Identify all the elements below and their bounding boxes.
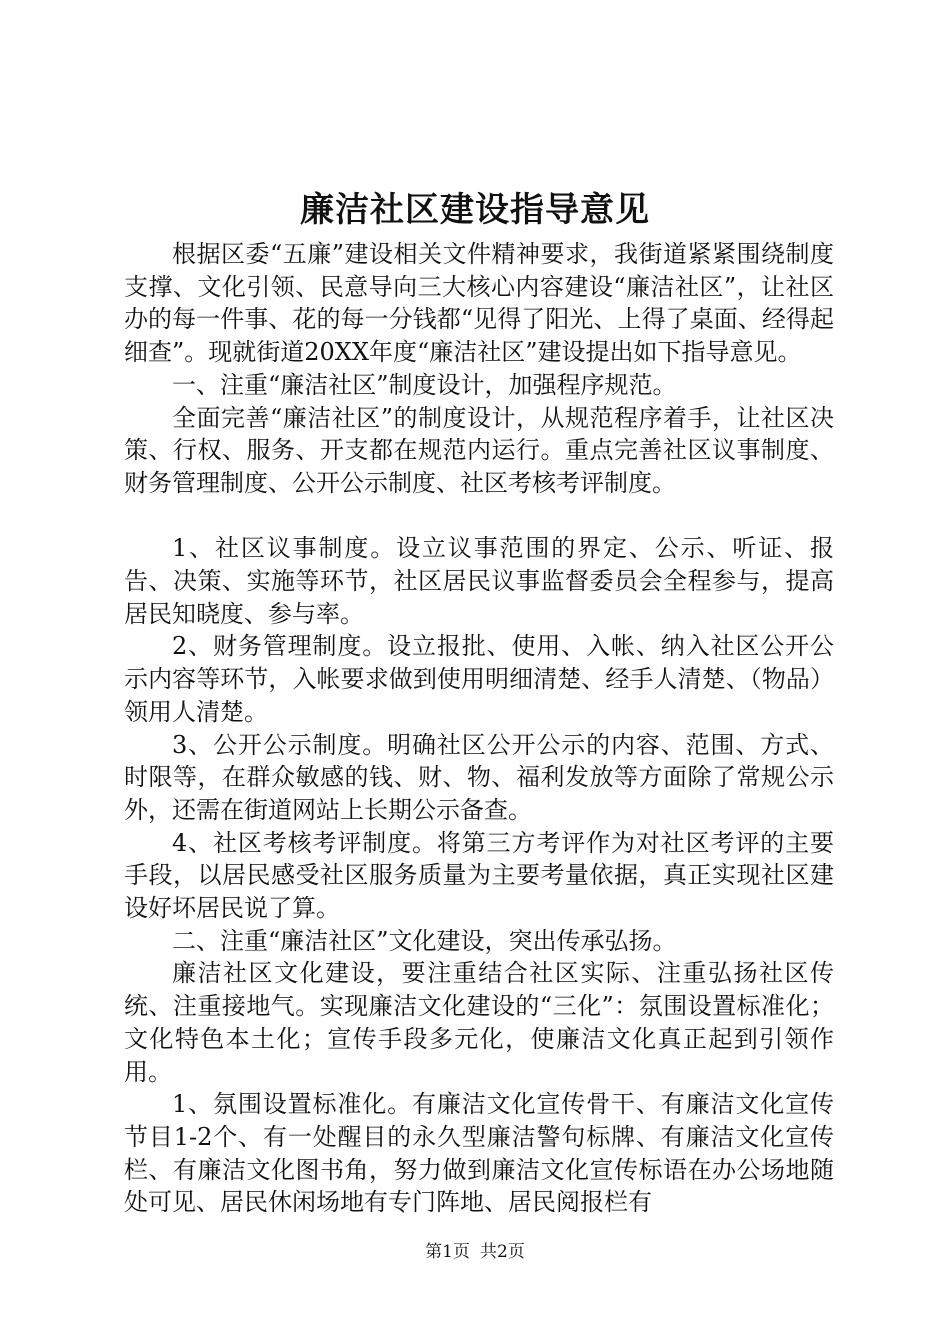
page-footer <box>0 1238 950 1266</box>
document-title: 廉洁社区建设指导意见 <box>300 190 650 230</box>
list-item-5: 1、氛围设置标准化。有廉洁文化宣传骨干、有廉洁文化宣传节目1-2个、有一处醒目的永久型廉洁警句标牌、有廉洁文化宣传栏、有廉洁文化图书角，努力做到廉洁文化宣传标语在办公场地随处可见、居民休闲场地有专门阵地、居民阅报栏有 <box>124 1090 834 1217</box>
list-item-2: 2、财务管理制度。设立报批、使用、入帐、纳入社区公开公示内容等环节，入帐要求做到使用明细清楚、经手人清楚、（物品）领用人清楚。 <box>124 632 834 726</box>
list-item-3: 3、公开公示制度。明确社区公开公示的内容、范围、方式、时限等，在群众敏感的钱、财、物、福利发放等方面除了常规公示外，还需在街道网站上长期公示备查。 <box>124 730 834 824</box>
page-number: 第1页 <box>425 1242 470 1262</box>
document-body <box>124 238 834 1219</box>
section-heading-2: 二、注重“廉洁社区”文化建设，突出传承弘扬。 <box>172 926 677 955</box>
list-item-1: 1、社区议事制度。设立议事范围的界定、公示、听证、报告、决策、实施等环节，社区居民议事监督委员会全程参与，提高居民知晓度、参与率。 <box>124 534 834 628</box>
list-item-4: 4、社区考核考评制度。将第三方考评作为对社区考评的主要手段，以居民感受社区服务质量为主要考量依据，真正实现社区建设好坏居民说了算。 <box>124 828 834 923</box>
section-heading-1: 一、注重“廉洁社区”制度设计，加强程序规范。 <box>172 370 677 399</box>
section-2-paragraph: 廉洁社区文化建设，要注重结合社区实际、注重弘扬社区传统、注重接地气。实现廉洁文化建设的“三化”：氛围设置标准化；文化特色本土化；宣传手段多元化，使廉洁文化真正起到引领作用。 <box>124 959 834 1086</box>
intro-paragraph: 根据区委“五廉”建设相关文件精神要求，我街道紧紧围绕制度支撑、文化引领、民意导向三大核心内容建设“廉洁社区”，让社区办的每一件事、花的每一分钱都“见得了阳光、上得了桌面、经得起细查”。现就街道20XX年度“廉洁社区”建设提出如下指导意见。 <box>124 240 834 367</box>
page-total: 共2页 <box>480 1242 525 1262</box>
section-1-paragraph: 全面完善“廉洁社区”的制度设计，从规范程序着手，让社区决策、行权、服务、开支都在规范内运行。重点完善社区议事制度、财务管理制度、公开公示制度、社区考核考评制度。 <box>124 403 834 497</box>
